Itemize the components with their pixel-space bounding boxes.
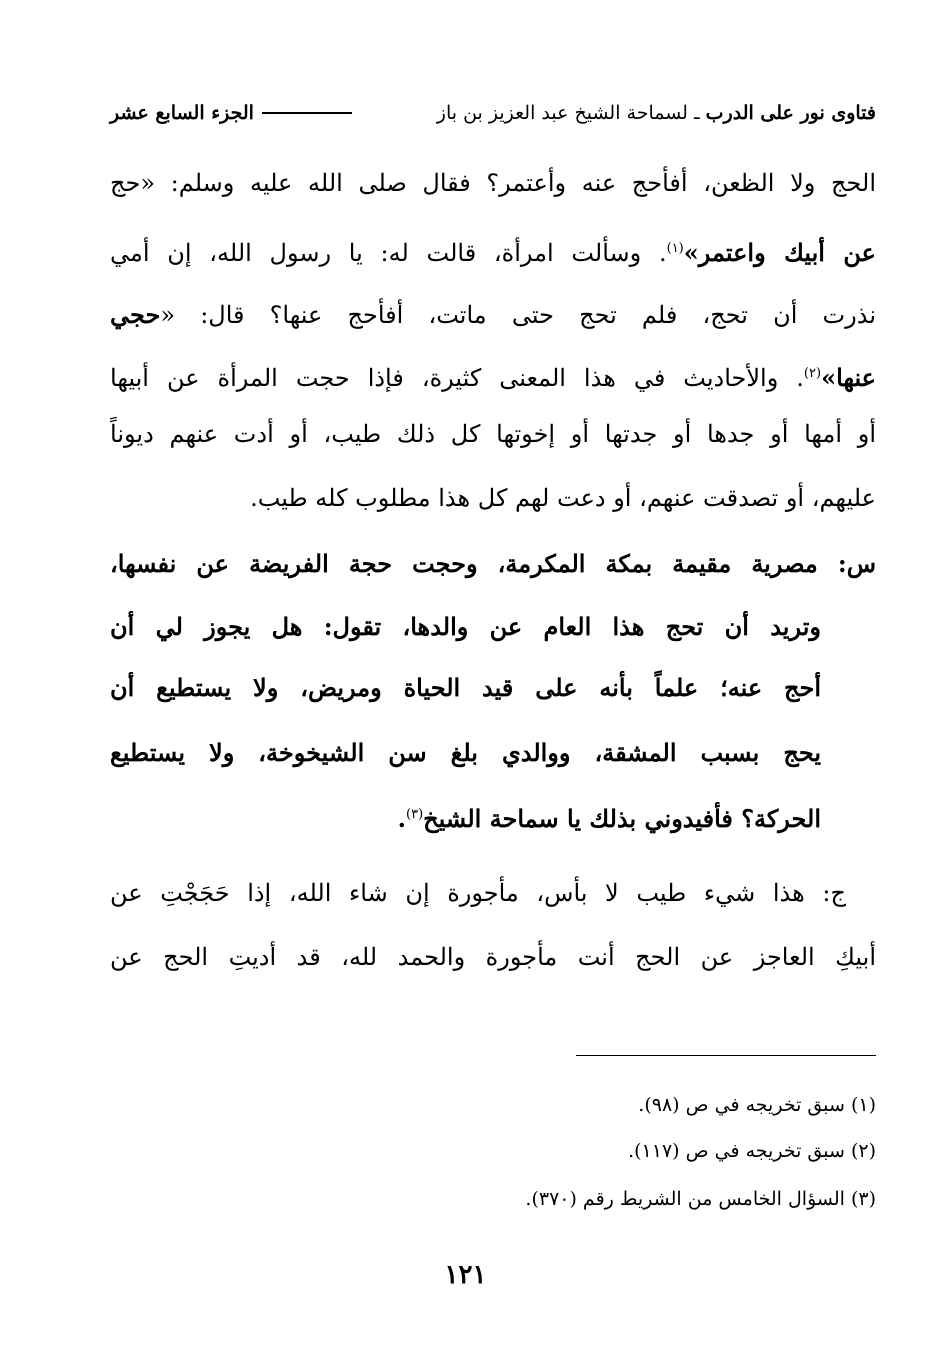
answer-line-2: أبيكِ العاجز عن الحج أنت مأجورة والحمد لله، قد أديتِ الحج عن <box>110 943 876 971</box>
footnote-2: (٢) سبق تخريجه في ص (١١٧). <box>628 1140 876 1162</box>
footnote-1: (١) سبق تخريجه في ص (٩٨). <box>638 1094 876 1116</box>
footnote-separator <box>576 1055 876 1056</box>
body-line-1: الحج ولا الظعن، أفأحج عنه وأعتمر؟ فقال صلى الله عليه وسلم: «حج <box>110 169 876 197</box>
body-text: . وسألت امرأة، قالت له: يا رسول الله، إن أمي <box>110 239 667 267</box>
body-line-6: عليهم، أو تصدقت عنهم، أو دعت لهم كل هذا مطلوب كله طيب. <box>250 484 876 512</box>
body-text: . والأحاديث في هذا المعنى كثيرة، فإذا حجت المرأة عن أبيها <box>110 364 804 392</box>
question-line-3: أحج عنه؛ علماً بأنه على قيد الحياة ومريض، ولا يستطيع أن <box>110 673 821 702</box>
body-line-2 <box>110 229 876 269</box>
footnote-ref-1: (١) <box>666 241 684 256</box>
header-right <box>437 102 876 124</box>
question-line-2: وتريد أن تحج هذا العام عن والدها، تقول: هل يجوز لي أن <box>110 612 821 641</box>
header-dash: ـ <box>694 102 700 124</box>
footnote-3: (٣) السؤال الخامس من الشريط رقم (٣٧٠). <box>525 1188 876 1210</box>
author-name: لسماحة الشيخ عبد العزيز بن باز <box>436 102 688 124</box>
hadith-quote: عنها» <box>821 363 876 392</box>
book-title: فتاوى نور على الدرب <box>705 102 876 124</box>
hadith-quote: عن أبيك واعتمر» <box>683 238 876 267</box>
header-rule <box>262 112 352 114</box>
body-text: نذرت أن تحج، فلم تحج حتى ماتت، أفأحج عنها؟ قال: « <box>160 301 876 329</box>
hadith-quote: حجي <box>110 300 161 329</box>
body-line-5: أو أمها أو جدها أو جدتها أو إخوتها كل ذلك طيب، أو أدت عنهم ديوناً <box>110 420 876 448</box>
footnote-ref-2: (٢) <box>803 366 822 381</box>
volume-label: الجزء السابع عشر <box>110 102 254 124</box>
question-end: . <box>397 804 407 833</box>
question-line-1: س: مصرية مقيمة بمكة المكرمة، وحجت حجة الفريضة عن نفسها، <box>110 549 876 578</box>
page-number: ١٢١ <box>444 1260 487 1290</box>
answer-line-1: ج: هذا شيء طيب لا بأس، مأجورة إن شاء الله، إذا حَجَجْتِ عن <box>110 879 846 907</box>
question-line-4: يحج بسبب المشقة، ووالدي بلغ سن الشيخوخة، ولا يستطيع <box>110 738 821 767</box>
question-line-5 <box>110 795 821 835</box>
question-text: الحركة؟ فأفيدوني بذلك يا سماحة الشيخ <box>423 804 821 833</box>
body-line-4 <box>110 354 876 394</box>
footnote-ref-3: (٣) <box>406 807 424 822</box>
body-line-3 <box>110 295 876 335</box>
header-left <box>110 102 360 124</box>
running-header <box>110 96 876 130</box>
